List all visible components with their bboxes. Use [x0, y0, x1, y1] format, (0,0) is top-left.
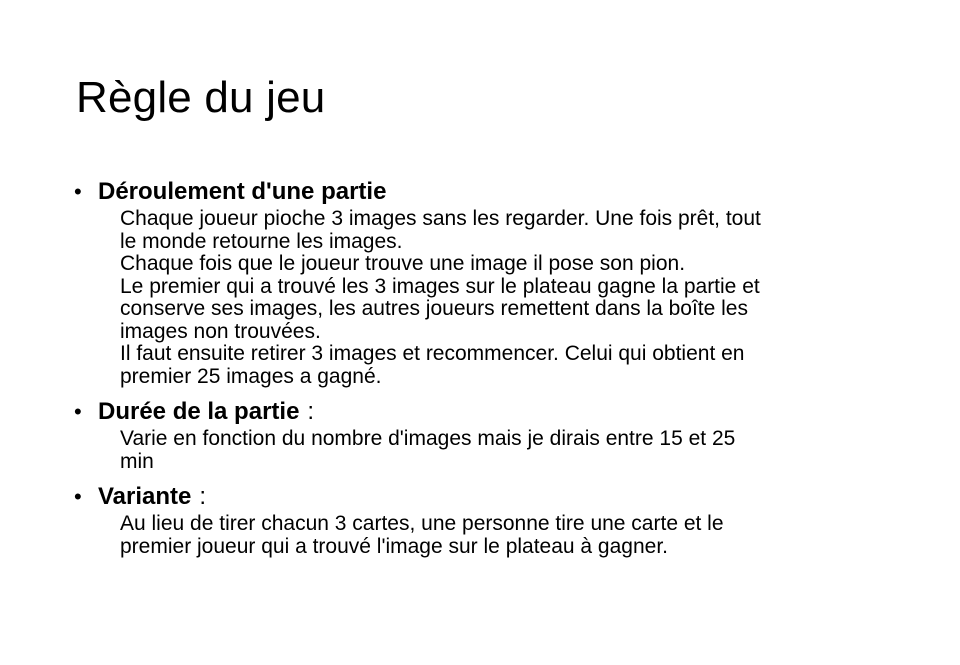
body-line: le monde retourne les images. — [120, 229, 403, 253]
slide-content — [74, 176, 904, 566]
body-line: Varie en fonction du nombre d'images mais je dirais entre 15 et 25 — [120, 427, 736, 450]
section-body — [120, 513, 904, 558]
body-line: Il faut ensuite retirer 3 images et recommencer. Celui qui obtient en — [120, 342, 745, 365]
section-title-suffix: : — [199, 483, 207, 510]
section-title-suffix: : — [307, 398, 315, 425]
bullet-icon: • — [74, 484, 82, 509]
section-heading — [74, 481, 904, 513]
section-title: Variante — [98, 483, 192, 510]
section-body — [120, 428, 904, 473]
body-line: Le premier qui a trouvé les 3 images sur le plateau gagne la partie et — [120, 274, 760, 298]
section-title: Durée de la partie — [98, 398, 300, 425]
body-line: images non trouvées. — [120, 319, 321, 343]
section-title: Déroulement d'une partie — [98, 178, 387, 205]
body-line: Au lieu de tirer chacun 3 cartes, une personne tire une carte et le — [120, 512, 724, 535]
body-line: conserve ses images, les autres joueurs remettent dans la boîte les — [120, 297, 748, 320]
body-line: Chaque fois que le joueur trouve une image il pose son pion. — [120, 252, 686, 275]
body-line: premier 25 images a gagné. — [120, 364, 382, 388]
body-line: premier joueur qui a trouvé l'image sur le plateau à gagner. — [120, 534, 668, 558]
bullet-icon: • — [74, 179, 82, 204]
section-body — [120, 208, 904, 388]
section-deroulement — [74, 176, 904, 388]
slide-title: Règle du jeu — [76, 73, 326, 122]
section-heading — [74, 176, 904, 208]
body-line: min — [120, 449, 154, 473]
section-heading — [74, 396, 904, 428]
section-duree — [74, 396, 904, 473]
section-variante — [74, 481, 904, 558]
bullet-icon: • — [74, 399, 82, 424]
body-line: Chaque joueur pioche 3 images sans les regarder. Une fois prêt, tout — [120, 207, 761, 230]
